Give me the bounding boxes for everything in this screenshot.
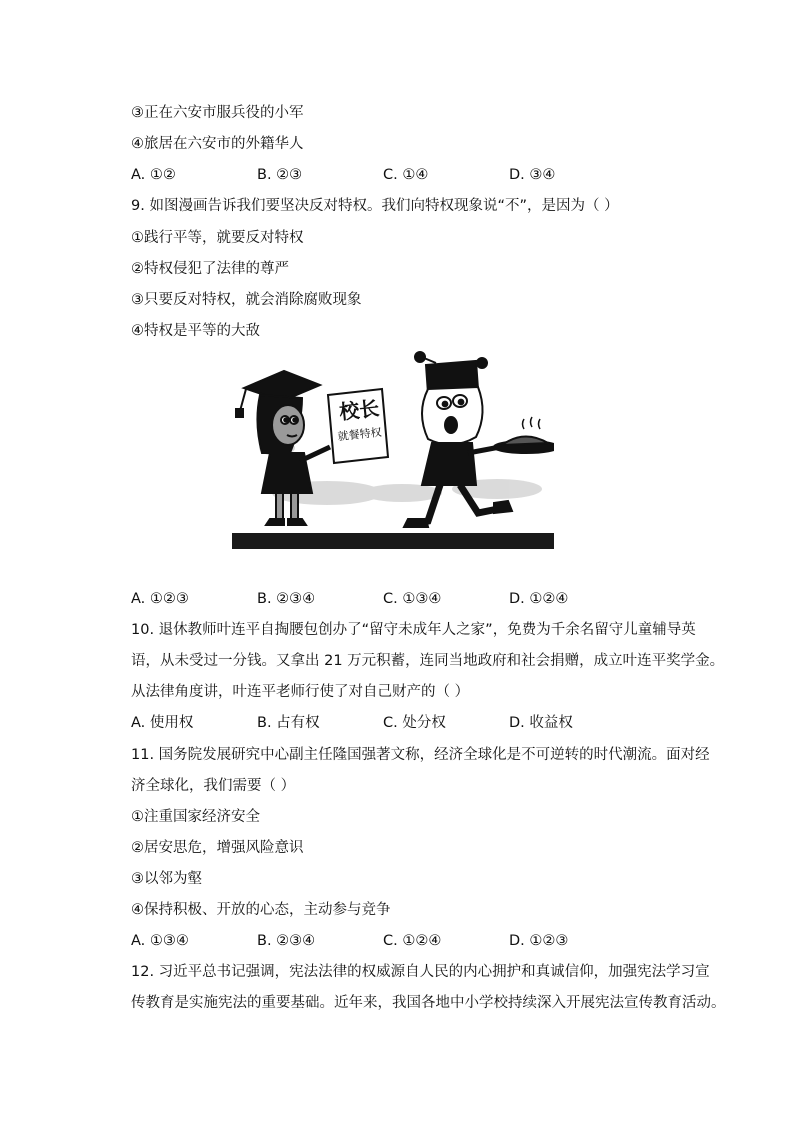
- sign-text-principal: 校长: [338, 396, 381, 425]
- q11-statement-1: ①注重国家经济安全: [131, 809, 260, 825]
- q12-question-line-1: 12. 习近平总书记强调，宪法法律的权威源自人民的内心拥护和真诚信仰，加强宪法学习宣: [131, 964, 710, 980]
- q9-option-a: A. ①②③: [131, 591, 189, 607]
- q9-options: [131, 589, 651, 609]
- sign-text-privilege: 就餐特权: [337, 425, 383, 444]
- q8-statement-4: ④旅居在六安市的外籍华人: [131, 136, 304, 152]
- q10-option-d: D. 收益权: [509, 715, 573, 731]
- q8-statement-3: ③正在六安市服兵役的小军: [131, 105, 304, 121]
- q9-statement-2: ②特权侵犯了法律的尊严: [131, 261, 289, 277]
- q11-question-line-2: 济全球化，我们需要（ ）: [131, 778, 296, 794]
- q9-option-b: B. ②③④: [257, 591, 316, 607]
- q11-statement-3: ③以邻为壑: [131, 871, 202, 887]
- q11-option-d: D. ①②③: [509, 933, 569, 949]
- q8-option-a: A. ①②: [131, 167, 176, 183]
- q10-question-line-2: 语，从未受过一分钱。又拿出 21 万元积蓄，连同当地政府和社会捐赠，成立叶连平奖学金。: [131, 653, 725, 669]
- q10-question-line-1: 10. 退休教师叶连平自掏腰包创办了“留守未成年人之家”，免费为千余名留守儿童辅导英: [131, 622, 696, 638]
- q10-question-line-3: 从法律角度讲，叶连平老师行使了对自己财产的（ ）: [131, 684, 470, 700]
- q9-statement-3: ③只要反对特权，就会消除腐败现象: [131, 292, 362, 308]
- q12-question-line-2: 传教育是实施宪法的重要基础。近年来，我国各地中小学校持续深入开展宪法宣传教育活动。: [131, 995, 726, 1011]
- q8-options: [131, 165, 651, 185]
- q10-option-c: C. 处分权: [383, 715, 446, 731]
- q11-statement-4: ④保持积极、开放的心态，主动参与竞争: [131, 902, 391, 918]
- q11-options: [131, 931, 651, 951]
- q11-option-b: B. ②③④: [257, 933, 316, 949]
- q8-option-c: C. ①④: [383, 167, 429, 183]
- q11-statement-2: ②居安思危，增强风险意识: [131, 840, 304, 856]
- q8-option-b: B. ②③: [257, 167, 303, 183]
- q9-statement-4: ④特权是平等的大敌: [131, 323, 260, 339]
- privilege-cartoon: [232, 343, 554, 549]
- q11-option-a: A. ①③④: [131, 933, 189, 949]
- q9-statement-1: ①践行平等，就要反对特权: [131, 230, 304, 246]
- q9-option-c: C. ①③④: [383, 591, 442, 607]
- q11-question-line-1: 11. 国务院发展研究中心副主任隆国强著文称，经济全球化是不可逆转的时代潮流。面对经: [131, 747, 710, 763]
- privilege-sign: [328, 389, 388, 463]
- official-figure: [404, 352, 554, 527]
- q10-option-a: A. 使用权: [131, 715, 194, 731]
- q9-option-d: D. ①②④: [509, 591, 569, 607]
- q8-option-d: D. ③④: [509, 167, 556, 183]
- q11-option-c: C. ①②④: [383, 933, 442, 949]
- q10-options: [131, 713, 651, 733]
- q9-question: 9. 如图漫画告诉我们要坚决反对特权。我们向特权现象说“不”，是因为（ ）: [131, 198, 619, 214]
- q10-option-b: B. 占有权: [257, 715, 320, 731]
- ground-bar: [232, 533, 554, 549]
